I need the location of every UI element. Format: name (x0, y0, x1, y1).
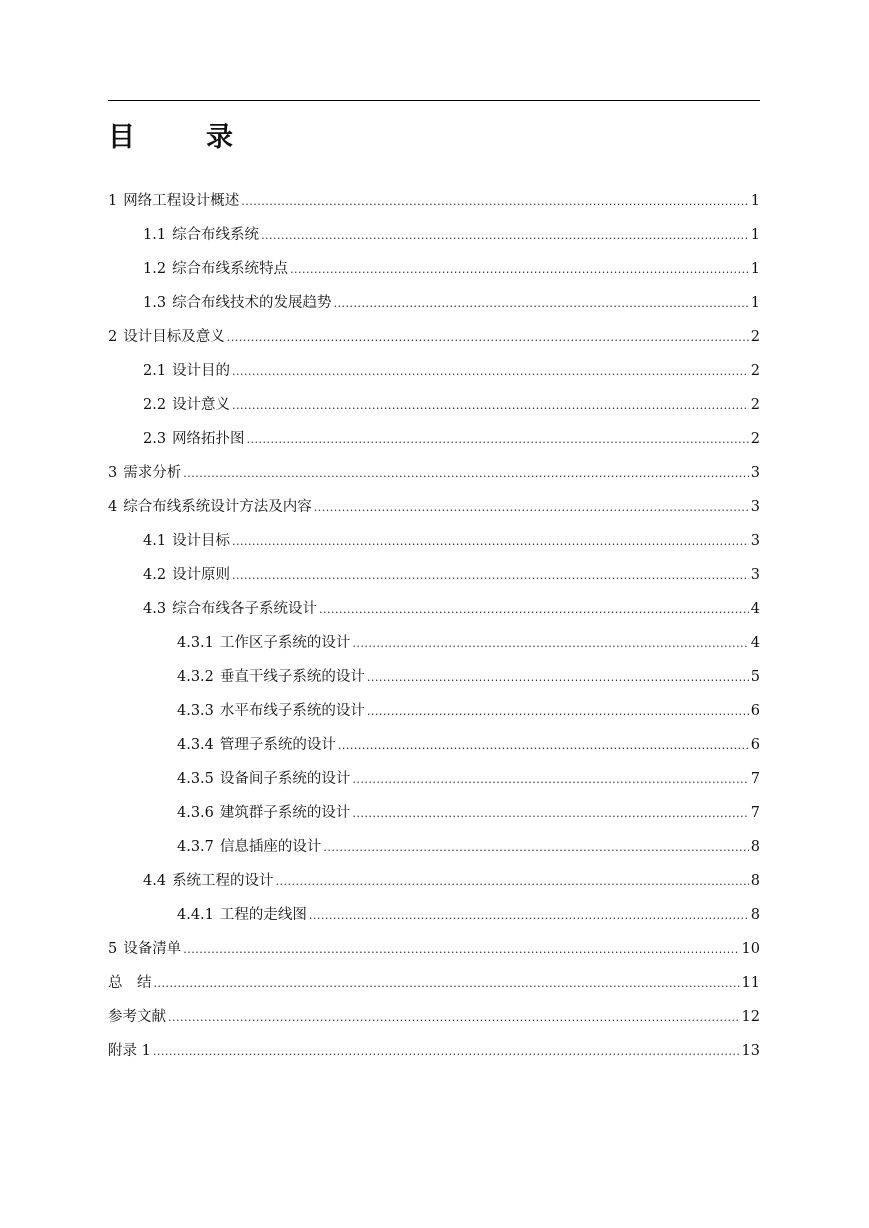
toc-entry-text: 总 结 (108, 975, 152, 991)
toc-entry[interactable] (108, 490, 760, 524)
toc-entry[interactable] (108, 626, 760, 660)
toc-entry-page: 1 (750, 227, 760, 243)
toc-entry[interactable] (108, 830, 760, 864)
toc-entry[interactable] (108, 966, 760, 1000)
toc-entry-number: 4.3.3 (177, 703, 214, 719)
toc-entry-text: 垂直干线子系统的设计 (219, 669, 365, 685)
toc-entry-number: 2.3 (143, 431, 167, 447)
toc-entry-label (108, 490, 312, 524)
toc-entry-number: 4.1 (143, 533, 167, 549)
toc-entry-page: 4 (750, 635, 760, 651)
toc-entry-page: 11 (741, 975, 760, 991)
toc-entry-label (177, 694, 365, 728)
toc-entry-text: 设计目标 (172, 533, 231, 549)
toc-entry[interactable] (108, 1000, 760, 1034)
toc-entry[interactable] (108, 184, 760, 218)
toc-entry-text: 设备间子系统的设计 (219, 771, 351, 787)
toc-leader-dots (352, 763, 748, 797)
toc-entry-page: 1 (750, 193, 760, 209)
toc-entry-number: 5 (108, 941, 118, 957)
toc-entry-page: 1 (750, 261, 760, 277)
toc-entry-number: 1 (108, 193, 118, 209)
toc-entry-label (143, 388, 230, 422)
toc-entry[interactable] (108, 694, 760, 728)
toc-entry-label (143, 286, 332, 320)
toc-leader-dots (247, 423, 749, 457)
toc-entry-text: 综合布线系统特点 (172, 261, 289, 277)
toc-entry-text: 综合布线系统设计方法及内容 (123, 499, 312, 515)
toc-entry-text: 附录 1 (108, 1043, 151, 1059)
toc-leader-dots (309, 899, 749, 933)
toc-entry[interactable] (108, 320, 760, 354)
toc-entry-label (108, 1034, 151, 1068)
toc-entry-label (108, 932, 181, 966)
toc-entry-label (108, 456, 181, 490)
toc-entry-text: 网络工程设计概述 (123, 193, 240, 209)
toc-entry-label (177, 796, 350, 830)
toc-leader-dots (154, 967, 740, 1001)
toc-entry-page: 7 (750, 771, 760, 787)
toc-entry-number: 4.2 (143, 567, 167, 583)
toc-entry-page: 8 (750, 907, 760, 923)
toc-leader-dots (227, 321, 749, 355)
toc-entry-label (108, 184, 239, 218)
toc-entry-text: 设计目的 (172, 363, 231, 379)
toc-entry[interactable] (108, 864, 760, 898)
toc-entry[interactable] (108, 762, 760, 796)
toc-entry-page: 7 (750, 805, 760, 821)
toc-entry-label (177, 728, 336, 762)
toc-entry[interactable] (108, 252, 760, 286)
toc-entry-number: 4.3.5 (177, 771, 214, 787)
toc-entry-page: 3 (750, 533, 760, 549)
toc-entry-number: 4 (108, 499, 118, 515)
toc-entry-label (177, 898, 307, 932)
toc-entry-page: 8 (750, 873, 760, 889)
toc-entry-label (143, 354, 230, 388)
toc-entry-text: 综合布线系统 (172, 227, 260, 243)
toc-entry-label (143, 252, 288, 286)
toc-entry[interactable] (108, 422, 760, 456)
toc-entry-number: 1.3 (143, 295, 167, 311)
toc-entry-page: 3 (750, 567, 760, 583)
toc-leader-dots (232, 389, 749, 423)
toc-entry-text: 设计原则 (172, 567, 231, 583)
toc-entry-number: 4.3.7 (177, 839, 214, 855)
toc-entry-label (143, 218, 259, 252)
toc-entry-label (108, 320, 225, 354)
toc-leader-dots (232, 559, 749, 593)
toc-leader-dots (367, 661, 749, 695)
toc-leader-dots (241, 185, 749, 219)
toc-leader-dots (276, 865, 749, 899)
toc-entry-number: 1.2 (143, 261, 167, 277)
toc-entry-text: 综合布线技术的发展趋势 (172, 295, 332, 311)
toc-entry-label (177, 660, 365, 694)
toc-leader-dots (334, 287, 749, 321)
toc-entry-label (143, 864, 274, 898)
toc-entry-text: 设备清单 (123, 941, 182, 957)
toc-title: 目 录 (108, 122, 255, 153)
toc-entry[interactable] (108, 354, 760, 388)
toc-entry-label (143, 524, 230, 558)
toc-entry-text: 网络拓扑图 (172, 431, 245, 447)
toc-entry-number: 4.3.2 (177, 669, 214, 685)
toc-entry-page: 2 (750, 397, 760, 413)
toc-leader-dots (183, 457, 749, 491)
toc-entry-text: 水平布线子系统的设计 (219, 703, 365, 719)
toc-entry[interactable] (108, 286, 760, 320)
toc-entry-label (143, 592, 317, 626)
toc-entry-page: 1 (750, 295, 760, 311)
toc-entry-number: 2 (108, 329, 118, 345)
toc-entry-page: 2 (750, 329, 760, 345)
toc-entry-page: 4 (750, 601, 760, 617)
toc-entry-label (108, 1000, 166, 1034)
toc-list (108, 184, 760, 1068)
toc-entry-label (177, 830, 321, 864)
toc-entry-number: 2.2 (143, 397, 167, 413)
toc-entry[interactable] (108, 558, 760, 592)
toc-leader-dots (168, 1001, 740, 1035)
toc-entry-text: 管理子系统的设计 (219, 737, 336, 753)
toc-entry-page: 2 (750, 363, 760, 379)
toc-entry-page: 12 (741, 1009, 760, 1025)
toc-leader-dots (183, 933, 739, 967)
toc-leader-dots (352, 627, 748, 661)
toc-leader-dots (352, 797, 748, 831)
toc-entry-text: 设计意义 (172, 397, 231, 413)
toc-entry-page: 3 (750, 465, 760, 481)
toc-entry-page: 3 (750, 499, 760, 515)
toc-entry-page: 6 (750, 703, 760, 719)
toc-entry-label (143, 422, 245, 456)
toc-leader-dots (338, 729, 749, 763)
toc-entry[interactable] (108, 932, 760, 966)
toc-entry-text: 参考文献 (108, 1009, 166, 1025)
toc-entry-label (143, 558, 230, 592)
toc-entry[interactable] (108, 660, 760, 694)
toc-entry[interactable] (108, 898, 760, 932)
toc-entry-text: 建筑群子系统的设计 (219, 805, 351, 821)
toc-entry-number: 3 (108, 465, 118, 481)
toc-entry-number: 1.1 (143, 227, 167, 243)
toc-entry[interactable] (108, 1034, 760, 1068)
toc-entry-label (177, 626, 350, 660)
toc-entry-number: 4.4 (143, 873, 167, 889)
toc-entry-page: 5 (750, 669, 760, 685)
toc-leader-dots (153, 1035, 740, 1069)
toc-leader-dots (232, 525, 749, 559)
toc-entry-text: 工作区子系统的设计 (219, 635, 351, 651)
toc-entry-number: 4.3.1 (177, 635, 214, 651)
toc-entry-label (108, 966, 152, 1000)
toc-entry[interactable] (108, 796, 760, 830)
toc-entry[interactable] (108, 388, 760, 422)
toc-leader-dots (314, 491, 749, 525)
toc-entry-page: 2 (750, 431, 760, 447)
toc-entry-number: 4.4.1 (177, 907, 214, 923)
toc-entry[interactable] (108, 592, 760, 626)
toc-entry-number: 4.3 (143, 601, 167, 617)
toc-entry-page: 8 (750, 839, 760, 855)
toc-leader-dots (323, 831, 748, 865)
toc-entry[interactable] (108, 524, 760, 558)
toc-entry-page: 13 (741, 1043, 760, 1059)
toc-leader-dots (261, 219, 749, 253)
toc-entry-page: 10 (741, 941, 760, 957)
toc-leader-dots (232, 355, 749, 389)
toc-entry-text: 需求分析 (123, 465, 182, 481)
toc-leader-dots (319, 593, 749, 627)
toc-entry-text: 综合布线各子系统设计 (172, 601, 318, 617)
toc-entry-text: 信息插座的设计 (219, 839, 322, 855)
toc-entry[interactable] (108, 218, 760, 252)
toc-entry-number: 2.1 (143, 363, 167, 379)
toc-entry-page: 6 (750, 737, 760, 753)
toc-entry-label (177, 762, 350, 796)
toc-entry-text: 系统工程的设计 (172, 873, 274, 889)
toc-entry-text: 设计目标及意义 (123, 329, 225, 345)
toc-leader-dots (367, 695, 749, 729)
toc-entry[interactable] (108, 456, 760, 490)
toc-entry[interactable] (108, 728, 760, 762)
toc-entry-number: 4.3.4 (177, 737, 214, 753)
header-rule (108, 100, 760, 101)
toc-entry-text: 工程的走线图 (219, 907, 307, 923)
toc-entry-number: 4.3.6 (177, 805, 214, 821)
toc-leader-dots (290, 253, 749, 287)
